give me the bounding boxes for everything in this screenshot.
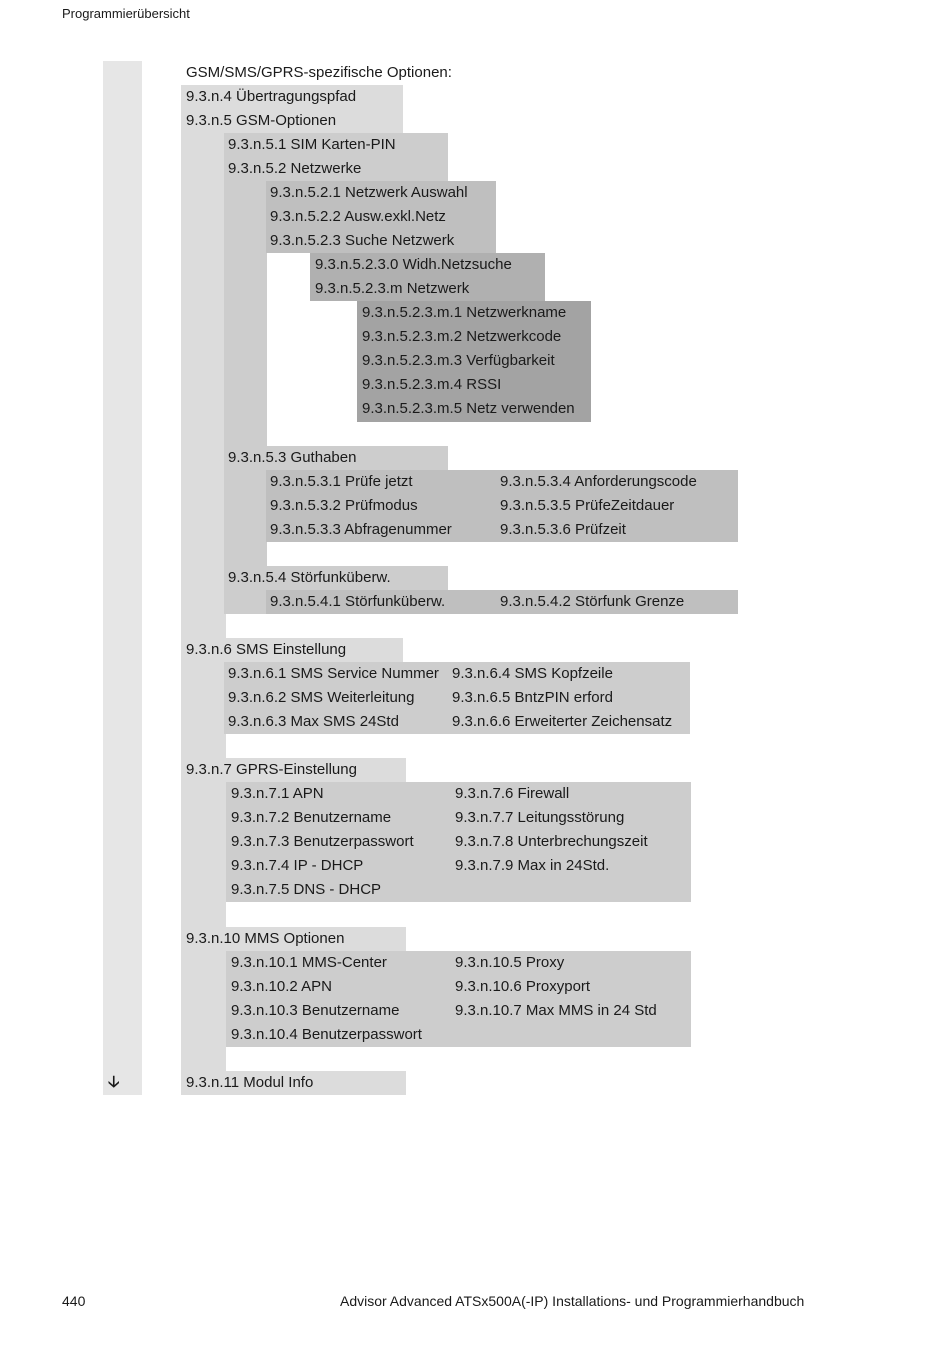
menu-item[interactable]: 9.3.n.5.3.4 Anforderungscode — [500, 473, 697, 490]
menu-item[interactable]: 9.3.n.10.2 APN — [231, 978, 332, 995]
menu-item[interactable]: 9.3.n.7.1 APN — [231, 785, 324, 802]
menu-item[interactable]: 9.3.n.6.6 Erweiterter Zeichensatz — [452, 713, 673, 730]
menu-item[interactable]: 9.3.n.5.3.6 Prüfzeit — [500, 521, 626, 538]
menu-item[interactable]: 9.3.n.5.2.3.m.3 Verfügbarkeit — [362, 352, 555, 369]
menu-item[interactable]: 9.3.n.6.5 BntzPIN erford — [452, 689, 613, 706]
menu-item[interactable]: 9.3.n.5.2 Netzwerke — [228, 160, 362, 177]
footer-title: Advisor Advanced ATSx500A(-IP) Installations- und Programmierhandbuch — [340, 1293, 805, 1309]
menu-item[interactable]: 9.3.n.7.9 Max in 24Std. — [455, 857, 610, 874]
menu-item[interactable]: 9.3.n.6.4 SMS Kopfzeile — [452, 665, 613, 682]
menu-item[interactable]: 9.3.n.5.2.2 Ausw.exkl.Netz — [270, 208, 446, 225]
menu-item[interactable]: 9.3.n.7.2 Benutzername — [231, 809, 392, 826]
menu-item[interactable]: 9.3.n.7.7 Leitungsstörung — [455, 809, 625, 826]
menu-item[interactable]: 9.3.n.5.2.1 Netzwerk Auswahl — [270, 184, 468, 201]
menu-item[interactable]: 9.3.n.5.4.2 Störfunk Grenze — [500, 593, 685, 610]
section-title: GSM/SMS/GPRS-spezifische Optionen: — [186, 64, 452, 81]
menu-item[interactable]: 9.3.n.5.2.3 Suche Netzwerk — [270, 232, 455, 249]
menu-item[interactable]: 9.3.n.6 SMS Einstellung — [186, 641, 347, 658]
menu-item[interactable]: 9.3.n.6.3 Max SMS 24Std — [228, 713, 399, 730]
menu-item[interactable]: 9.3.n.4 Übertragungspfad — [186, 88, 357, 105]
menu-item[interactable]: 9.3.n.7.3 Benutzerpasswort — [231, 833, 414, 850]
menu-item[interactable]: 9.3.n.5.2.3.m.4 RSSI — [362, 376, 502, 393]
menu-item[interactable]: 9.3.n.6.1 SMS Service Nummer — [228, 665, 439, 682]
menu-item[interactable]: 9.3.n.5.4 Störfunküberw. — [228, 569, 391, 586]
level-2-bar — [224, 133, 267, 614]
page-number: 440 — [62, 1293, 86, 1309]
menu-item[interactable]: 9.3.n.5.3.3 Abfragenummer — [270, 521, 452, 538]
menu-item[interactable]: 9.3.n.5.3 Guthaben — [228, 449, 357, 466]
menu-item[interactable]: 9.3.n.7.5 DNS - DHCP — [231, 881, 382, 898]
menu-item[interactable]: 9.3.n.5 GSM-Optionen — [186, 112, 337, 129]
menu-item[interactable]: 9.3.n.10.4 Benutzerpasswort — [231, 1026, 422, 1043]
menu-item[interactable]: 9.3.n.7.4 IP - DHCP — [231, 857, 364, 874]
menu-item[interactable]: 9.3.n.5.3.2 Prüfmodus — [270, 497, 418, 514]
menu-item[interactable]: 9.3.n.5.2.3.m Netzwerk — [315, 280, 470, 297]
menu-item[interactable]: 9.3.n.5.2.3.m.2 Netzwerkcode — [362, 328, 562, 345]
menu-item[interactable]: 9.3.n.5.2.3.m.5 Netz verwenden — [362, 400, 575, 417]
arrow-down-icon: 🡣 — [108, 1074, 120, 1091]
menu-item[interactable]: 9.3.n.5.2.3.m.1 Netzwerkname — [362, 304, 567, 321]
menu-item[interactable]: 9.3.n.7.6 Firewall — [455, 785, 570, 802]
menu-item[interactable]: 9.3.n.10.3 Benutzername — [231, 1002, 400, 1019]
menu-item[interactable]: 9.3.n.10.7 Max MMS in 24 Std — [455, 1002, 657, 1019]
menu-item[interactable]: 9.3.n.5.2.3.0 Widh.Netzsuche — [315, 256, 512, 273]
menu-item[interactable]: 9.3.n.7.8 Unterbrechungszeit — [455, 833, 648, 850]
page-header: Programmierübersicht — [62, 6, 190, 21]
menu-item[interactable]: 9.3.n.5.1 SIM Karten-PIN — [228, 136, 396, 153]
menu-item[interactable]: 9.3.n.10 MMS Optionen — [186, 930, 345, 947]
menu-item[interactable]: 9.3.n.6.2 SMS Weiterleitung — [228, 689, 415, 706]
menu-item[interactable]: 9.3.n.10.6 Proxyport — [455, 978, 591, 995]
menu-item[interactable]: 9.3.n.10.1 MMS-Center — [231, 954, 387, 971]
menu-item[interactable]: 9.3.n.5.3.1 Prüfe jetzt — [270, 473, 413, 490]
menu-item[interactable]: 9.3.n.10.5 Proxy — [455, 954, 565, 971]
menu-item[interactable]: 9.3.n.11 Modul Info — [186, 1074, 314, 1091]
menu-item[interactable]: 9.3.n.5.4.1 Störfunküberw. — [270, 593, 446, 610]
menu-item[interactable]: 9.3.n.7 GPRS-Einstellung — [186, 761, 357, 778]
menu-item[interactable]: 9.3.n.5.3.5 PrüfeZeitdauer — [500, 497, 675, 514]
level-1-bar — [181, 85, 226, 1071]
level-0-bar — [103, 61, 142, 1095]
